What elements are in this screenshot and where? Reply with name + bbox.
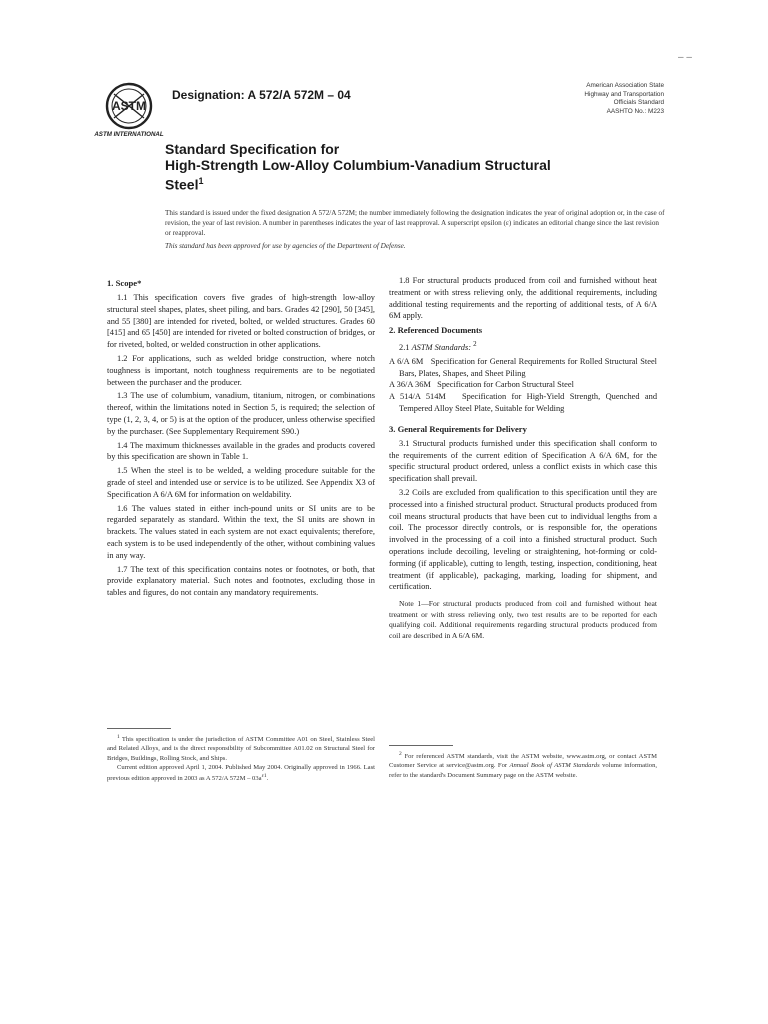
paragraph: 1.7 The text of this specification contains notes or footnotes, or both, that provide explanatory material. Such notes and footnotes, excluding those in tables and figures, do not contain any mandatory requirements. (107, 564, 375, 598)
astm-logo-icon (94, 80, 164, 138)
note: Note 1—For structural products produced from coil and furnished without heat treatment or with stress relieving only, two test results are to be reported for each qualifying coil. Additional requirements regarding structural products produced from coil are described in A 6/A 6M. (389, 599, 657, 640)
title-line: High-Strength Low-Alloy Columbium-Vanadium Structural (165, 157, 551, 173)
footnote-left (107, 728, 375, 783)
aashto-block (560, 82, 664, 116)
aashto-line: Officials Standard (613, 99, 664, 107)
paragraph: 1.2 For applications, such as welded bridge construction, where notch toughness is important, notch toughness requirements are to be negotiated between the purchaser and the producer. (107, 353, 375, 387)
reference-item: A 6/A 6M Specification for General Requirements for Rolled Structural Steel Bars, Plates, Shapes, and Sheet Piling (389, 356, 658, 378)
footnote-right (389, 745, 657, 780)
footnote-text: $^2$ For referenced ASTM standards, visit the ASTM website, www.astm.org, or contact ASTM Customer Service at service@astm.org. For Annual Book of ASTM Standards volume information, refer to the standard's Document Summary page on the ASTM website. (389, 751, 658, 779)
document-title (165, 141, 551, 193)
left-column (107, 275, 375, 601)
svg-text:ASTM: ASTM (112, 99, 146, 113)
astm-standards-label: 2.1 ASTM Standards: $^2$ (399, 340, 477, 352)
section-heading-delivery: 3. General Requirements for Delivery (389, 423, 527, 434)
section-heading-scope: 1. Scope* (107, 278, 142, 288)
paragraph: 3.1 Structural products furnished under this specification shall conform to the requirements of the current edition of Specification A 6/A 6M, for the specific structural product ordered, unless a conflict exists in which case this specification shall prevail. (389, 438, 657, 484)
footnote-rule (389, 745, 453, 746)
footnote-text: Current edition approved April 1, 2004. Published May 2004. Originally approved in 1966. Last previous edition approved in 2003 as A 572/A $572M - 03a^{\varepsilon 1}$. (107, 763, 375, 783)
dod-approval: This standard has been approved for use by agencies of the Department of Defense. (165, 242, 406, 251)
section-heading-references: 2. Referenced Documents (389, 325, 483, 336)
paragraph: 3.2 Coils are excluded from qualification to this specification until they are processed into a finished structural product. Structural products produced from coil means structural products that have been cut to individual lengths from a coil. The processor directly controls, or is responsible for, the operations involved in the processing of a coil into a finished structural product. Such operations include decoiling, leveling or straightening, hot-forming or cold-forming (if applicable), cutting to length, testing, inspection, conditioning, heat treatment (if applicable), packaging, marking, loading for shipment, and certification. (389, 487, 657, 592)
logo-text: ASTM INTERNATIONAL (94, 131, 164, 138)
corner-mark: – – (678, 52, 692, 63)
right-column (389, 275, 657, 644)
issuance-notice (165, 209, 665, 252)
reference-item: A 36/A 36M Specification for Carbon Structural Steel (389, 380, 574, 390)
footnote-text: $^1$ This specification is under the jurisdiction of ASTM Committee A01 on Steel, Stainless Steel and Related Alloys, and is the direct responsibility of Subcommittee A01.02 on Structural Steel for Bridges, Buildings, Rolling Stock, and Ships. (107, 734, 376, 762)
aashto-line: AASHTO No.: M223 (606, 107, 664, 115)
paragraph: 1.3 The use of columbium, vanadium, titanium, nitrogen, or combinations thereof, within the limitations noted in Section 5, is required; the selection of type (1, 2, 3, 4, or 5) is at the option of the producer, unless otherwise specified by the purchaser. (See Supplementary Requirement S90.) (107, 391, 375, 436)
paragraph: 1.6 The values stated in either inch-pound units or SI units are to be regarded separately as standard. Within the text, the SI units are shown in brackets. The values stated in each system are not exact equivalents; therefore, each system is to be used independently of the other, without combining values in any way. (107, 503, 375, 560)
aashto-line: Highway and Transportation (584, 90, 664, 98)
reference-item: A 514/A 514M Specification for High-Yield Strength, Quenched and Tempered Alloy Steel Plate, Suitable for Welding (389, 392, 658, 413)
designation: Designation: A 572/A 572M – 04 (172, 88, 351, 102)
footnote-rule (107, 728, 171, 729)
paragraph: 1.1 This specification covers five grades of high-strength low-alloy structural steel shapes, plates, sheet piling, and bars. Grades 42 [290], 50 [345], and 55 [380] are intended for riveted, bolted, or welded structures. Grades 60 [415] and 65 [450] are intended for riveted or bolted construction of bridges, or for riveted, bolted, or welded construction in other applications. (107, 293, 375, 350)
aashto-line: American Association State (586, 82, 664, 89)
paragraph: 1.8 For structural products produced from coil and furnished without heat treatment or with stress relieving only, the additional requirements, including additional testing requirements and the reporting of additional tests, of A 6/A 6M apply. (389, 276, 657, 321)
title-line: Steel (165, 176, 199, 193)
issuance-text: This standard is issued under the fixed designation A 572/A 572M; the number immediately following the designation indicates the year of original adoption or, in the case of revision, the year of last revision. A number in parentheses indicates the year of last reapproval. A superscript epsilon (ε) indicates an editorial change since the last revision or reapproval. (165, 209, 665, 237)
title-line: Standard Specification for (165, 141, 340, 157)
footnote-ref: 1 (198, 176, 204, 186)
paragraph: 1.4 The maximum thicknesses available in the grades and products covered by this specification are shown in Table 1. (107, 440, 375, 462)
paragraph: 1.5 When the steel is to be welded, a welding procedure suitable for the grade of steel and intended use or service is to be utilized. See Appendix X3 of Specification A 6/A 6M for information on weldability. (107, 466, 375, 499)
